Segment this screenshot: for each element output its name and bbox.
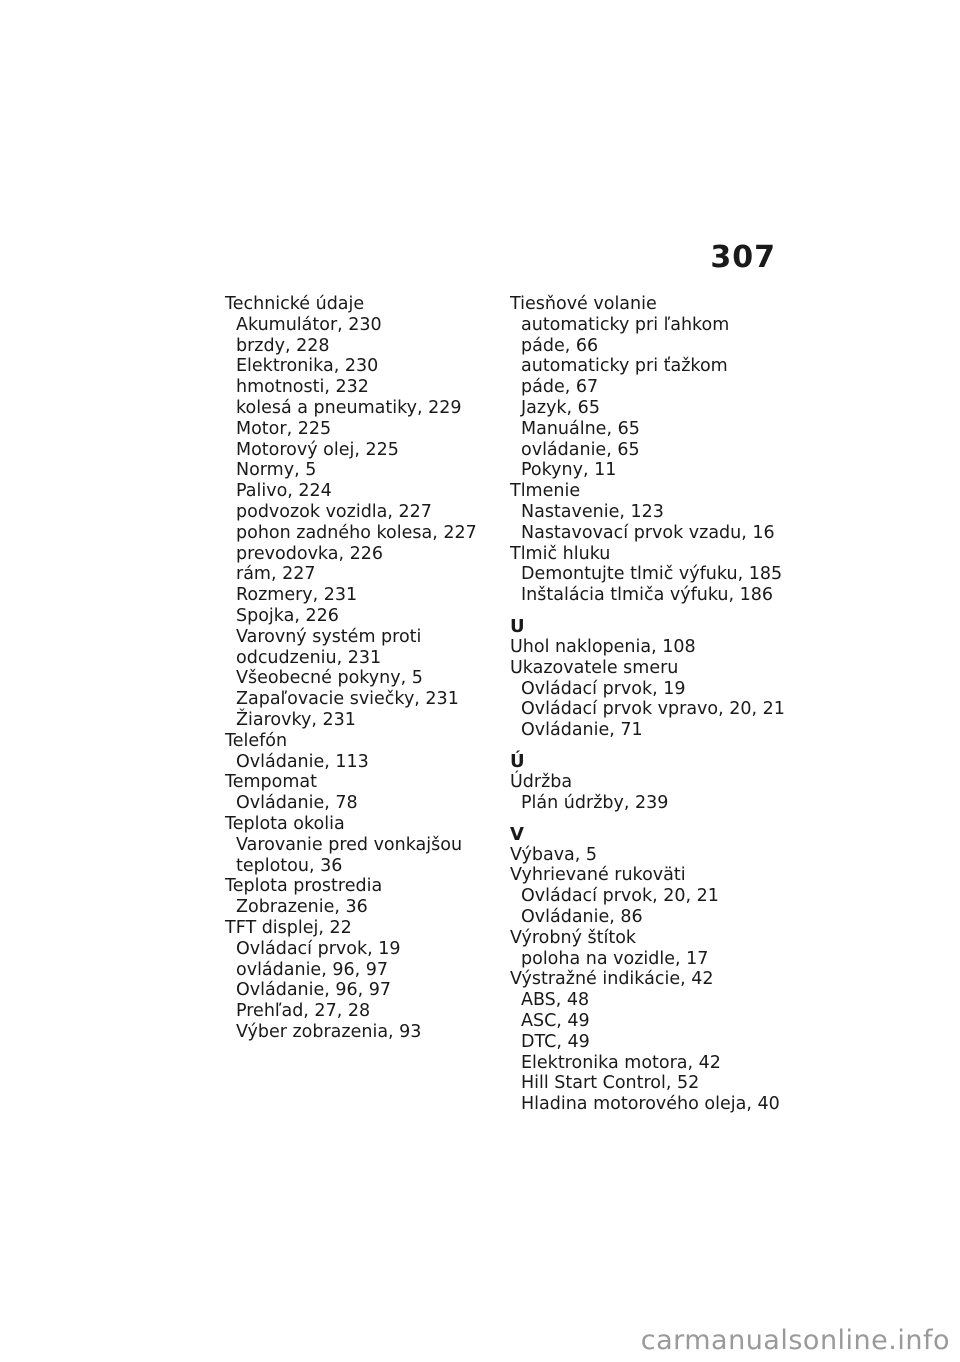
index-subentry: podvozok vozidla, 227 <box>236 501 432 522</box>
index-subentry: Jazyk, 65 <box>521 397 600 418</box>
index-subentry: Ovládací prvok, 20, 21 <box>521 886 719 907</box>
index-subentry: Pokyny, 11 <box>521 460 617 481</box>
index-subentry: pohon zadného kolesa, 227 <box>236 522 477 543</box>
index-subentry: Nastavovací prvok vzadu, 16 <box>521 522 775 543</box>
index-subentry: Manuálne, 65 <box>521 418 640 439</box>
index-entry: Teplota prostredia <box>225 876 383 897</box>
index-entry: Teplota okolia <box>225 813 345 834</box>
index-subentry: automaticky pri ťažkom <box>521 356 728 377</box>
index-subentry: ASC, 49 <box>521 1010 590 1031</box>
index-subentry: Výber zobrazenia, 93 <box>236 1021 422 1042</box>
index-section-letter: V <box>510 823 524 845</box>
index-section-letter: Ú <box>510 750 525 772</box>
index-subentry: Motorový olej, 225 <box>236 439 399 460</box>
index-subentry: ovládanie, 96, 97 <box>236 959 388 980</box>
index-entry: Vyhrievané rukoväti <box>510 865 686 886</box>
index-subentry: Ovládanie, 78 <box>236 793 358 814</box>
index-subentry: ovládanie, 65 <box>521 439 640 460</box>
index-entry: Údržba <box>510 771 573 792</box>
index-subentry: Žiarovky, 231 <box>236 709 356 730</box>
index-subentry: odcudzeniu, 231 <box>236 647 382 668</box>
index-subentry: Akumulátor, 230 <box>236 314 382 335</box>
index-entry: TFT displej, 22 <box>225 917 352 938</box>
index-subentry: Ovládanie, 71 <box>521 720 643 741</box>
index-subentry: páde, 67 <box>521 377 599 398</box>
index-column-left <box>225 294 495 1043</box>
index-section-letter: U <box>510 615 525 637</box>
index-subentry: Demontujte tlmič výfuku, 185 <box>521 564 783 585</box>
index-subentry: prevodovka, 226 <box>236 543 383 564</box>
index-subentry: páde, 66 <box>521 335 599 356</box>
index-entry: Výrobný štítok <box>510 927 637 948</box>
index-subentry: DTC, 49 <box>521 1031 590 1052</box>
index-subentry: hmotnosti, 232 <box>236 377 369 398</box>
index-subentry: Všeobecné pokyny, 5 <box>236 668 423 689</box>
index-entry: Telefón <box>225 730 288 751</box>
index-subentry: Spojka, 226 <box>236 605 339 626</box>
index-subentry: brzdy, 228 <box>236 335 330 356</box>
index-subentry: Motor, 225 <box>236 418 332 439</box>
index-subentry: Palivo, 224 <box>236 481 332 502</box>
index-subentry: Elektronika motora, 42 <box>521 1052 721 1073</box>
index-entry: Tlmenie <box>510 481 581 502</box>
index-subentry: Prehľad, 27, 28 <box>236 1001 371 1022</box>
index-subentry: poloha na vozidle, 17 <box>521 948 709 969</box>
index-subentry: Zobrazenie, 36 <box>236 897 368 918</box>
index-subentry: teplotou, 36 <box>236 855 343 876</box>
index-entry: Ukazovatele smeru <box>510 657 679 678</box>
index-entry: Uhol naklopenia, 108 <box>510 636 696 657</box>
index-subentry: Normy, 5 <box>236 460 317 481</box>
index-subentry: Nastavenie, 123 <box>521 501 664 522</box>
index-subentry: Ovládací prvok, 19 <box>521 678 686 699</box>
watermark-footer: carmanualsonline.info <box>640 1325 950 1356</box>
index-subentry: ABS, 48 <box>521 990 590 1011</box>
index-subentry: Hladina motorového oleja, 40 <box>521 1094 780 1115</box>
index-subentry: Ovládanie, 113 <box>236 751 369 772</box>
index-entry: Výbava, 5 <box>510 844 598 865</box>
index-subentry: Ovládací prvok vpravo, 20, 21 <box>521 699 785 720</box>
index-subentry: Elektronika, 230 <box>236 356 379 377</box>
index-subentry: Rozmery, 231 <box>236 585 358 606</box>
index-subentry: Ovládanie, 86 <box>521 906 643 927</box>
index-entry: Tempomat <box>225 772 317 793</box>
index-subentry: Varovanie pred vonkajšou <box>236 834 463 855</box>
index-subentry: rám, 227 <box>236 564 316 585</box>
index-subentry: Zapaľovacie sviečky, 231 <box>236 689 459 710</box>
index-entry: Technické údaje <box>225 294 365 314</box>
index-subentry: Hill Start Control, 52 <box>521 1073 700 1094</box>
index-subentry: Inštalácia tlmiča výfuku, 186 <box>521 585 774 606</box>
index-entry: Tiesňové volanie <box>510 294 657 314</box>
index-subentry: Ovládanie, 96, 97 <box>236 980 392 1001</box>
index-subentry: kolesá a pneumatiky, 229 <box>236 397 462 418</box>
index-subentry: Ovládací prvok, 19 <box>236 938 401 959</box>
index-subentry: Plán údržby, 239 <box>521 792 669 813</box>
index-entry: Výstražné indikácie, 42 <box>510 969 714 990</box>
index-subentry: Varovný systém proti <box>236 626 422 647</box>
index-subentry: automaticky pri ľahkom <box>521 314 730 335</box>
index-column-right <box>510 294 800 1115</box>
index-entry: Tlmič hluku <box>510 543 611 564</box>
page-number: 307 <box>710 240 776 275</box>
